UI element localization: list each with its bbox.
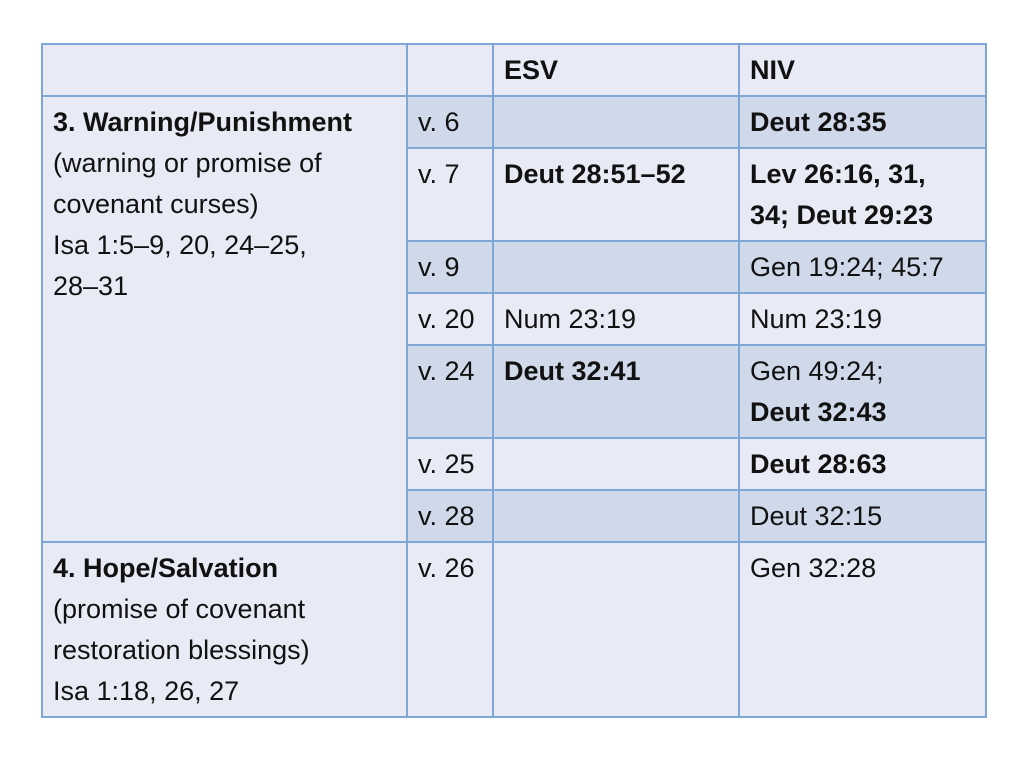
table-row: [42, 542, 986, 717]
niv-ref: Deut 28:35: [750, 107, 887, 137]
niv-header: NIV: [739, 44, 986, 96]
esv-cell: [493, 96, 739, 148]
esv-cell: Deut 32:41: [493, 345, 739, 438]
verse-cell: v. 9: [407, 241, 493, 293]
header-row: [42, 44, 986, 96]
niv-ref: 34; Deut 29:23: [750, 200, 934, 230]
section-desc-line: (promise of covenant: [53, 594, 306, 624]
section-cell: [42, 542, 407, 717]
header-empty-cell: [42, 44, 407, 96]
verse-cell: v. 28: [407, 490, 493, 542]
niv-cell: [739, 148, 986, 241]
section-title: 3. Warning/Punishment: [53, 107, 353, 137]
section-title: 4. Hope/Salvation: [53, 553, 279, 583]
niv-cell: [739, 438, 986, 490]
section-desc-line: covenant curses): [53, 189, 259, 219]
verse-cell: v. 7: [407, 148, 493, 241]
niv-ref: Lev 26:16, 31,: [750, 159, 926, 189]
verse-cell: v. 20: [407, 293, 493, 345]
section-cell: [42, 96, 407, 542]
section-desc-line: Isa 1:18, 26, 27: [53, 676, 240, 706]
niv-ref: Deut 28:63: [750, 449, 887, 479]
niv-cell: [739, 542, 986, 717]
verse-cell: v. 6: [407, 96, 493, 148]
section-desc-line: (warning or promise of: [53, 148, 322, 178]
section-desc-line: Isa 1:5–9, 20, 24–25,: [53, 230, 307, 260]
niv-cell: [739, 345, 986, 438]
verse-cell: v. 26: [407, 542, 493, 717]
niv-ref: Deut 32:15: [750, 501, 883, 531]
esv-cell: [493, 542, 739, 717]
section-desc-line: restoration blessings): [53, 635, 310, 665]
esv-cell: [493, 241, 739, 293]
esv-cell: Deut 28:51–52: [493, 148, 739, 241]
niv-cell: [739, 96, 986, 148]
esv-cell: [493, 438, 739, 490]
section-desc-line: 28–31: [53, 271, 129, 301]
niv-ref: Gen 49:24;: [750, 356, 884, 386]
esv-cell: [493, 490, 739, 542]
niv-cell: [739, 241, 986, 293]
niv-ref: Deut 32:43: [750, 397, 887, 427]
esv-header: ESV: [493, 44, 739, 96]
table-row: [42, 96, 986, 148]
niv-ref: Gen 32:28: [750, 553, 877, 583]
niv-cell: [739, 490, 986, 542]
verse-cell: v. 24: [407, 345, 493, 438]
verse-cell: v. 25: [407, 438, 493, 490]
niv-ref: Gen 19:24; 45:7: [750, 252, 944, 282]
header-empty-cell: [407, 44, 493, 96]
niv-cell: [739, 293, 986, 345]
niv-ref: Num 23:19: [750, 304, 883, 334]
cross-reference-table: [41, 43, 987, 718]
esv-cell: Num 23:19: [493, 293, 739, 345]
